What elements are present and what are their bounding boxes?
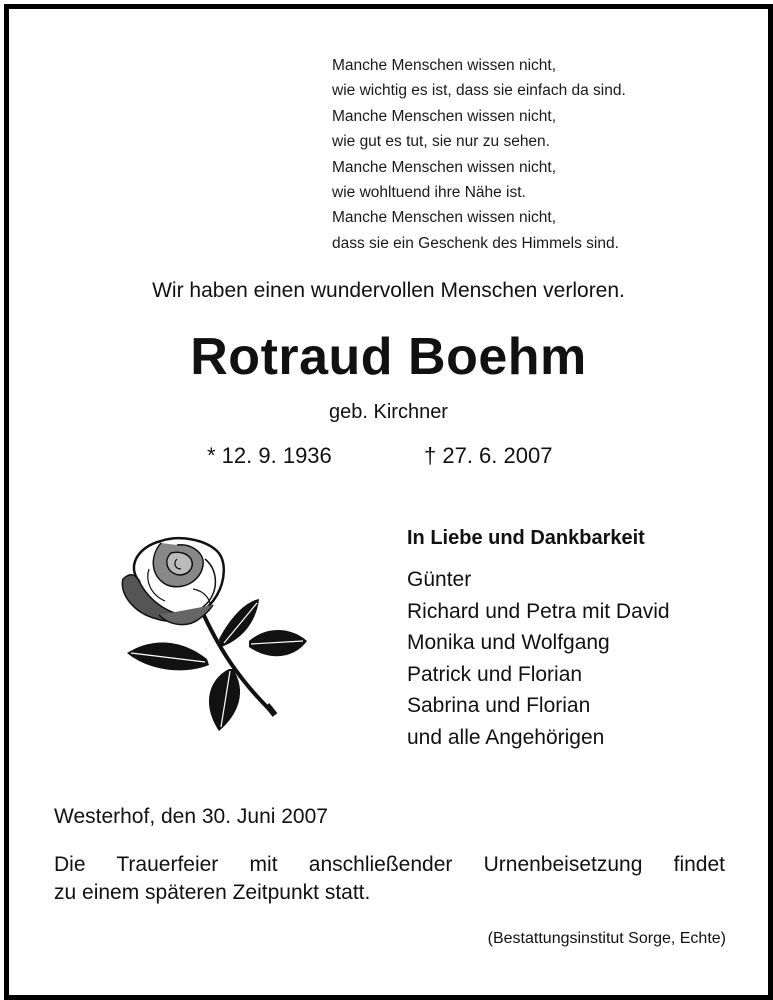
poem-line: Manche Menschen wissen nicht, bbox=[332, 158, 557, 176]
ceremony-line: zu einem späteren Zeitpunkt statt. bbox=[54, 881, 371, 904]
family-member: Richard und Petra mit David bbox=[407, 599, 670, 623]
family-members bbox=[407, 564, 670, 753]
family-member: und alle Angehörigen bbox=[407, 725, 605, 749]
poem-line: Manche Menschen wissen nicht, bbox=[332, 209, 557, 227]
intro-sentence: Wir haben einen wundervollen Menschen verloren. bbox=[152, 279, 625, 302]
family-heading: In Liebe und Dankbarkeit bbox=[407, 527, 645, 549]
poem-line: Manche Menschen wissen nicht, bbox=[332, 107, 557, 125]
birth-date: * 12. 9. 1936 bbox=[207, 443, 332, 468]
family-section bbox=[407, 527, 670, 753]
family-member: Günter bbox=[407, 568, 472, 591]
maiden-name: geb. Kirchner bbox=[329, 401, 448, 423]
ceremony-line: Die Trauerfeier mit anschließender Urnenbeisetzung findet bbox=[54, 853, 725, 876]
rose-icon bbox=[109, 529, 309, 739]
poem-line: Manche Menschen wissen nicht, bbox=[332, 57, 557, 74]
poem-line: wie wohltuend ihre Nähe ist. bbox=[332, 184, 526, 202]
deceased-name: Rotraud Boehm bbox=[190, 328, 587, 386]
death-date: † 27. 6. 2007 bbox=[424, 443, 553, 468]
poem-line: wie gut es tut, sie nur zu sehen. bbox=[332, 133, 550, 151]
funeral-home: (Bestattungsinstitut Sorge, Echte) bbox=[487, 930, 726, 947]
poem-line: wie wichtig es ist, dass sie einfach da sind. bbox=[332, 82, 626, 100]
place-and-date: Westerhof, den 30. Juni 2007 bbox=[54, 805, 328, 828]
poem-line: dass sie ein Geschenk des Himmels sind. bbox=[332, 234, 619, 252]
family-member: Patrick und Florian bbox=[407, 662, 583, 686]
family-member: Monika und Wolfgang bbox=[407, 631, 610, 654]
poem bbox=[332, 53, 626, 256]
family-member: Sabrina und Florian bbox=[407, 694, 591, 717]
ceremony-note bbox=[54, 851, 725, 907]
obituary-notice bbox=[4, 4, 773, 1000]
